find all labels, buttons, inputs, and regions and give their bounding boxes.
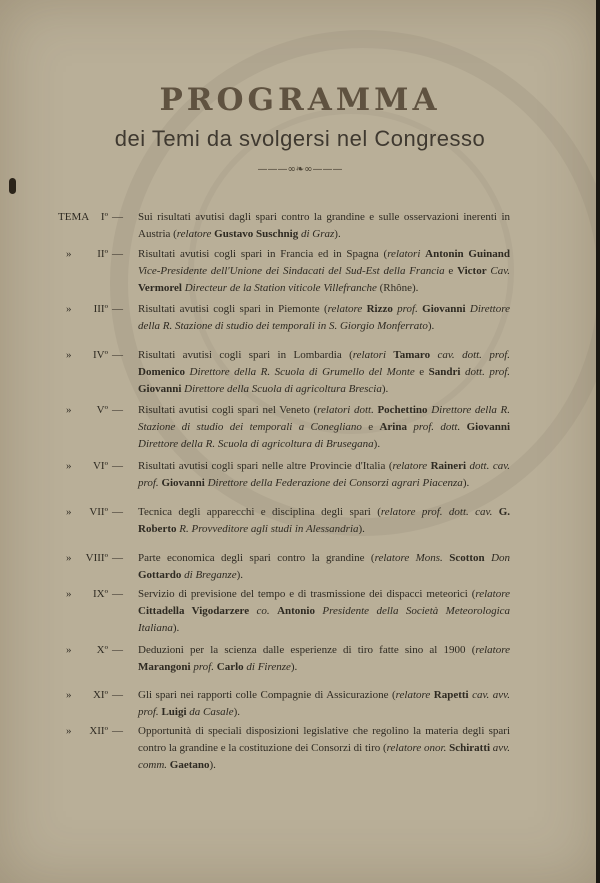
theme-text-run: ). — [209, 759, 216, 771]
speaker-title: relatore onor. — [386, 742, 447, 754]
speaker-name: Antonin Guinand — [425, 248, 510, 260]
theme-label: » — [66, 349, 72, 361]
theme-text-run: ). — [462, 477, 470, 489]
speaker-name: Giovanni — [161, 477, 205, 489]
theme-number: IXº — [92, 588, 108, 600]
theme-dash: — — [112, 644, 123, 656]
speaker-name: Giovanni — [422, 303, 466, 315]
speaker-title: relatore — [475, 588, 510, 600]
theme-dash: — — [112, 552, 123, 564]
theme-text-run: ). — [381, 383, 389, 395]
theme-text-run: Parte economica degli spari contro la grandine ( — [138, 552, 375, 564]
speaker-title: Direttore della R. Scuola di agricoltura di Brusegana — [138, 438, 374, 450]
theme-number: VIº — [92, 460, 108, 472]
theme-text-run: e — [444, 265, 458, 277]
speaker-title: relatore — [176, 228, 212, 240]
speaker-name: Gaetano — [169, 759, 210, 771]
theme-dash: — — [112, 725, 123, 737]
speaker-name: Scotton — [449, 552, 485, 564]
speaker-name: Cittadella Vigodarzere — [138, 605, 250, 617]
theme-text — [126, 301, 510, 335]
speaker-title: da Casale — [189, 706, 234, 718]
theme-text-run: Risultati avutisi cogli spari in Piemonte ( — [138, 303, 328, 315]
speaker-name: Rapetti — [433, 689, 469, 701]
speaker-name: Gustavo Suschnig — [214, 228, 299, 240]
theme-number: IIIº — [93, 303, 108, 315]
theme-label: » — [66, 552, 72, 564]
theme-text-run: Opportunità di speciali disposizioni legislative che regolino la materia degli spari contro la grandine e la costituzione dei Consorzi di tiro ( — [138, 725, 510, 754]
theme-dash: — — [112, 506, 123, 518]
speaker-title: cav. avv. prof. — [138, 689, 510, 718]
speaker-title: Don — [491, 552, 511, 564]
theme-text-run: e — [414, 366, 429, 378]
speaker-title: di Breganze — [184, 569, 237, 581]
speaker-title: Direttore della Scuola di agricoltura Brescia — [184, 383, 382, 395]
speaker-name: Vermorel — [138, 282, 182, 294]
theme-number: Vº — [96, 404, 108, 416]
speaker-name: Domenico — [138, 366, 186, 378]
theme-label: » — [66, 248, 72, 260]
theme-text — [126, 347, 510, 398]
speaker-title: R. Provveditore agli studi in Alessandria — [179, 523, 359, 535]
speaker-title: Directeur de la Station viticole Villefranche — [184, 282, 377, 294]
page-title: PROGRAMMA — [159, 82, 441, 118]
speaker-name: Rizzo — [366, 303, 393, 315]
speaker-name: Tamaro — [393, 349, 431, 361]
theme-text-run — [270, 605, 277, 617]
theme-number: XIº — [92, 689, 108, 701]
ornament-divider: ———∞❧∞——— — [257, 164, 343, 175]
theme-label: » — [66, 725, 72, 737]
speaker-title: co. — [256, 605, 270, 617]
theme-number: XIIº — [89, 725, 108, 737]
theme-text-run: Risultati avutisi cogli spari nelle altre Provincie d'Italia ( — [138, 460, 393, 472]
theme-text-run: ). — [290, 661, 298, 673]
theme-text-run: Deduzioni per la scienza dalle esperienze di tiro fatte sino al 1900 ( — [138, 644, 476, 656]
theme-text-run: Risultati avutisi cogli spari in Lombardia ( — [138, 349, 353, 361]
speaker-title: relatore — [395, 689, 431, 701]
theme-text-run: ). — [334, 228, 341, 240]
theme-label: » — [66, 303, 72, 315]
theme-label: » — [66, 689, 72, 701]
speaker-name: Luigi — [161, 706, 187, 718]
theme-label: » — [66, 588, 72, 600]
page-subtitle: dei Temi da svolgersi nel Congresso — [114, 126, 486, 151]
theme-dash: — — [112, 248, 123, 260]
speaker-name: Carlo — [216, 661, 244, 673]
theme-text — [126, 504, 510, 538]
theme-label: » — [66, 404, 72, 416]
theme-text — [126, 402, 510, 453]
theme-text — [126, 458, 510, 492]
speaker-name: Marangoni — [138, 661, 191, 673]
theme-text-run: Risultati avutisi cogli spari nel Veneto ( — [138, 404, 318, 416]
speaker-title: Direttore della R. Scuola di Grumello del Monte — [189, 366, 415, 378]
theme-text-run: ). — [172, 622, 180, 634]
speaker-title: relatore — [327, 303, 363, 315]
theme-dash: — — [112, 303, 123, 315]
theme-text — [126, 642, 510, 676]
speaker-title: Presidente della Società Meteorologica Italiana — [138, 605, 511, 634]
speaker-title: relatore Mons. — [374, 552, 443, 564]
theme-text-run: Gli spari nei rapporti colle Compagnie di Assicurazione ( — [138, 689, 396, 701]
speaker-title: cav. dott. prof. — [437, 349, 510, 361]
speaker-title: prof. dott. — [413, 421, 461, 433]
speaker-title: relatori — [387, 248, 421, 260]
theme-text-run: ). — [236, 569, 244, 581]
theme-text — [126, 687, 510, 721]
theme-text — [126, 586, 510, 637]
theme-text-run: ). — [427, 320, 435, 332]
theme-text-run: Sui risultati avutisi dagli spari contro la grandine e sulle osservazioni inerenti in Austria ( — [138, 211, 510, 240]
theme-text-run: Servizio di previsione del tempo e di trasmissione dei dispacci meteorici ( — [138, 588, 476, 600]
theme-text — [126, 209, 510, 243]
speaker-title: Direttore della Federazione dei Consorzi agrari Piacenza — [207, 477, 463, 489]
speaker-name: Raineri — [430, 460, 467, 472]
theme-label: » — [66, 506, 72, 518]
speaker-title: relatore — [392, 460, 428, 472]
speaker-title: di Graz — [300, 228, 335, 240]
theme-dash: — — [112, 460, 123, 472]
theme-number: VIIIº — [85, 552, 108, 564]
theme-text-run: e — [361, 421, 380, 433]
theme-label: » — [66, 644, 72, 656]
speaker-title: Vice-Presidente dell'Unione dei Sindacati del Sud-Est della Francia — [138, 265, 445, 277]
theme-dash: — — [112, 404, 123, 416]
theme-dash: — — [112, 211, 123, 223]
speaker-title: Direttore della R. Stazione di studio dei temporali a Conegliano — [138, 404, 511, 433]
theme-text-run: (Rhône). — [376, 282, 419, 294]
theme-text-run: Risultati avutisi cogli spari in Francia ed in Spagna ( — [138, 248, 388, 260]
speaker-name: Arina — [379, 421, 407, 433]
speaker-title: dott. prof. — [464, 366, 511, 378]
speaker-title: prof. — [397, 303, 418, 315]
binding-hole — [9, 178, 16, 194]
speaker-name: Pochettino — [377, 404, 428, 416]
theme-label: TEMA — [58, 211, 90, 223]
speaker-title: relatori — [352, 349, 387, 361]
theme-number: IIº — [97, 248, 108, 260]
theme-text-run — [249, 605, 256, 617]
theme-number: IVº — [92, 349, 108, 361]
speaker-title: avv. comm. — [138, 742, 510, 771]
speaker-name: Antonio — [277, 605, 315, 617]
speaker-name: Sandri — [428, 366, 461, 378]
theme-dash: — — [112, 349, 123, 361]
speaker-title: Cav. — [490, 265, 511, 277]
speaker-name: Giovanni — [466, 421, 511, 433]
speaker-name: Victor — [457, 265, 487, 277]
theme-text-run: ). — [233, 706, 240, 718]
speaker-title: Direttore della R. Stazione di studio dei temporali in S. Giorgio Monferrato — [138, 303, 510, 332]
theme-number: Xº — [96, 644, 108, 656]
speaker-title: dott. cav. prof. — [138, 460, 511, 489]
theme-number: Iº — [100, 211, 108, 223]
speaker-name: Gottardo — [138, 569, 182, 581]
theme-text — [126, 246, 510, 297]
speaker-name: Schiratti — [449, 742, 491, 754]
theme-dash: — — [112, 588, 123, 600]
speaker-title: relatore — [475, 644, 510, 656]
theme-number: VIIº — [89, 506, 108, 518]
speaker-title: di Firenze — [246, 661, 291, 673]
theme-text — [126, 723, 510, 774]
speaker-name: Giovanni — [138, 383, 182, 395]
speaker-title: relatore prof. dott. cav. — [380, 506, 493, 518]
theme-dash: — — [112, 689, 123, 701]
theme-label: » — [66, 460, 72, 472]
theme-text-run: ). — [373, 438, 381, 450]
speaker-title: relatori dott. — [317, 404, 374, 416]
speaker-name: G. Roberto — [138, 506, 510, 535]
theme-text — [126, 550, 510, 584]
theme-text-run: ). — [358, 523, 365, 535]
theme-text-run: Tecnica degli apparecchi e disciplina degli spari ( — [138, 506, 381, 518]
speaker-title: prof. — [193, 661, 214, 673]
